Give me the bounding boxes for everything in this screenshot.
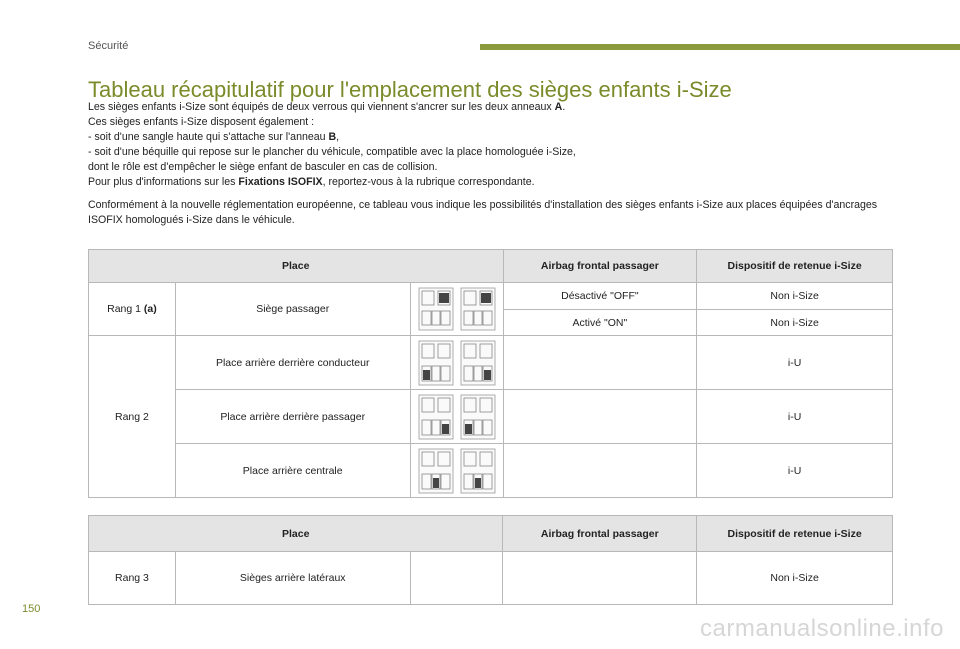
isize-value-cell: Non i-Size: [697, 552, 893, 605]
table-row: [89, 390, 893, 444]
seat-diagram-cell: [410, 336, 503, 390]
place-cell: Place arrière derrière passager: [175, 390, 410, 444]
airbag-cell: [503, 336, 697, 390]
table-header-row: [89, 516, 893, 552]
rang1-seat-diagram: [410, 283, 503, 336]
table-header-row: [89, 250, 893, 283]
airbag-on-cell: Activé "ON": [503, 310, 697, 336]
isize-value-cell: i-U: [697, 336, 893, 390]
isize-value-cell: Non i-Size: [697, 310, 893, 336]
airbag-cell: [503, 552, 697, 605]
intro-line: Ces sièges enfants i-Size disposent également :: [88, 116, 315, 128]
intro-text: [88, 100, 888, 228]
airbag-off-cell: Désactivé "OFF": [503, 283, 697, 310]
seat-position-icon: [460, 448, 496, 494]
seat-position-icon: [460, 287, 496, 331]
intro-text-segment: - soit d'une sangle haute qui s'attache sur l'anneau: [88, 131, 329, 143]
header-isize: Dispositif de retenue i-Size: [697, 516, 893, 552]
seat-position-icon: [418, 287, 454, 331]
page-number: 150: [22, 603, 41, 615]
footnote-ref: (a): [143, 303, 157, 315]
section-bar: [480, 44, 960, 50]
isofix-reference: Fixations ISOFIX: [238, 176, 323, 188]
anchor-a-label: A: [554, 101, 563, 113]
seat-position-icon: [460, 340, 496, 386]
intro-text-segment: ,: [336, 131, 340, 143]
seat-diagram-cell: [410, 444, 503, 498]
seat-diagram-cell: [410, 552, 503, 605]
seat-diagram-cell: [410, 390, 503, 444]
place-cell: Place arrière centrale: [175, 444, 410, 498]
rang2-label: Rang 2: [89, 336, 176, 498]
rang-label: Rang 1: [107, 303, 144, 315]
table-row: [89, 552, 893, 605]
seat-position-icon: [418, 448, 454, 494]
table-row: [89, 283, 893, 310]
place-cell: Place arrière derrière conducteur: [175, 336, 410, 390]
isize-value-cell: i-U: [697, 444, 893, 498]
header-airbag: Airbag frontal passager: [503, 516, 697, 552]
page-title: Tableau récapitulatif pour l'emplacement des sièges enfants i-Size: [88, 76, 732, 102]
intro-line: [88, 175, 888, 190]
header-airbag: Airbag frontal passager: [503, 250, 697, 283]
rang1-place: Siège passager: [175, 283, 410, 336]
intro-line: [88, 130, 888, 145]
intro-text-segment: Pour plus d'informations sur les: [88, 176, 239, 188]
seat-position-icon: [460, 394, 496, 440]
intro-text-segment: , reportez-vous à la rubrique correspondante.: [322, 176, 535, 188]
watermark: carmanualsonline.info: [700, 615, 944, 642]
place-cell: Sièges arrière latéraux: [175, 552, 410, 605]
intro-line: [88, 100, 888, 115]
intro-line: dont le rôle est d'empêcher le siège enfant de basculer en cas de collision.: [88, 161, 438, 173]
isize-value-cell: i-U: [697, 390, 893, 444]
airbag-cell: [503, 390, 697, 444]
table-row: [89, 336, 893, 390]
airbag-cell: [503, 444, 697, 498]
intro-paragraph-2: Conformément à la nouvelle réglementation européenne, ce tableau vous indique les possibilités d'installation des sièges enfants i-Size aux places équipées d'ancrages ISOFIX homologués i-Size dans le véhicule.: [88, 199, 878, 226]
rang1-label: [89, 283, 176, 336]
seat-position-icon: [418, 340, 454, 386]
section-label: Sécurité: [88, 40, 129, 52]
header-place: Place: [89, 250, 504, 283]
isize-table-row-3: [88, 515, 893, 605]
header-place: Place: [89, 516, 503, 552]
table-row: [89, 444, 893, 498]
isize-value-cell: Non i-Size: [697, 283, 893, 310]
intro-line: - soit d'une béquille qui repose sur le plancher du véhicule, compatible avec la place homologuée i-Size,: [88, 146, 576, 158]
intro-text-segment: .: [562, 101, 566, 113]
seat-position-icon: [418, 394, 454, 440]
rang3-label: Rang 3: [89, 552, 176, 605]
isize-table-rows-1-2: [88, 249, 893, 498]
intro-text-segment: Les sièges enfants i-Size sont équipés de deux verrous qui viennent s'ancrer sur les deux anneaux: [88, 101, 555, 113]
anchor-b-label: B: [328, 131, 337, 143]
header-isize: Dispositif de retenue i-Size: [697, 250, 893, 283]
